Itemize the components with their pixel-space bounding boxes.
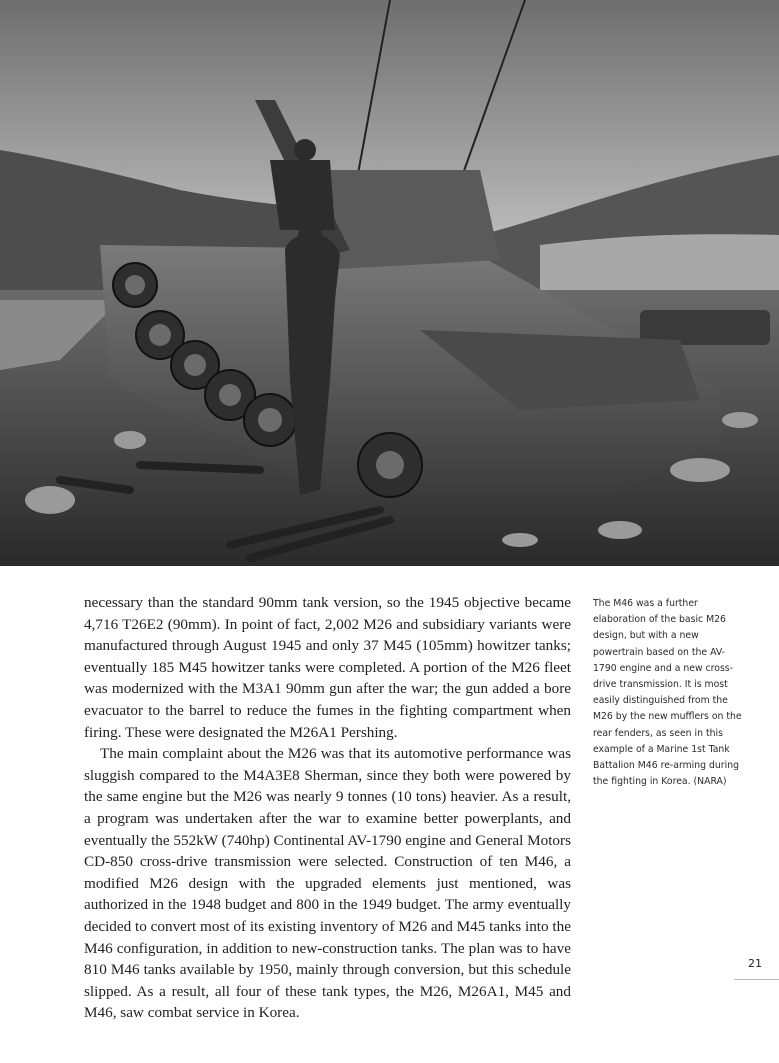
- page-number-rule: [734, 979, 779, 980]
- body-text: [84, 592, 571, 1024]
- body-paragraph-1: necessary than the standard 90mm tank version, so the 1945 objective became 4,716 T26E2 (90mm). In point of fact, 2,002 M26 and subsidiary variants were manufactured through August 1945 and only 37 M45 (105mm) howitzer tanks; eventually 185 M45 howitzer tanks were completed. A portion of the M26 fleet was modernized with the M3A1 90mm gun after the war; the gun added a bore evacuator to the barrel to reduce the fumes in the fighting compartment when firing. These were designated the M26A1 Pershing.: [84, 594, 571, 741]
- photo-caption: The M46 was a further elaboration of the basic M26 design, but with a new powertrain based on the AV-1790 engine and a new cross-drive transmission. It is most easily distinguished from the M26 by the new mufflers on the rear fenders, as seen in this example of a Marine 1st Tank Battalion M46 re-arming during the fighting in Korea. (NARA): [593, 598, 742, 788]
- page-number: 21: [748, 957, 762, 970]
- body-paragraph-2: The main complaint about the M26 was that its automotive performance was sluggish compared to the M4A3E8 Sherman, since they both were powered by the same engine but the M26 was nearly 9 tonnes (10 tons) heavier. As a result, a program was undertaken after the war to examine better powerplants, and eventually the 552kW (740hp) Continental AV-1790 engine and General Motors CD-850 cross-drive transmission were selected. Construction of ten M46, a modified M26 design with the upgraded elements just mentioned, was authorized in the 1948 budget and 800 in the 1949 budget. The army eventually decided to convert most of its existing inventory of M26 and M45 tanks into the M46 configuration, in addition to new-construction tanks. The plan was to have 810 M46 tanks available by 1950, mainly through conversion, but this schedule slipped. As a result, all four of these tank types, the M26, M26A1, M45 and M46, saw combat service in Korea.: [84, 745, 571, 1022]
